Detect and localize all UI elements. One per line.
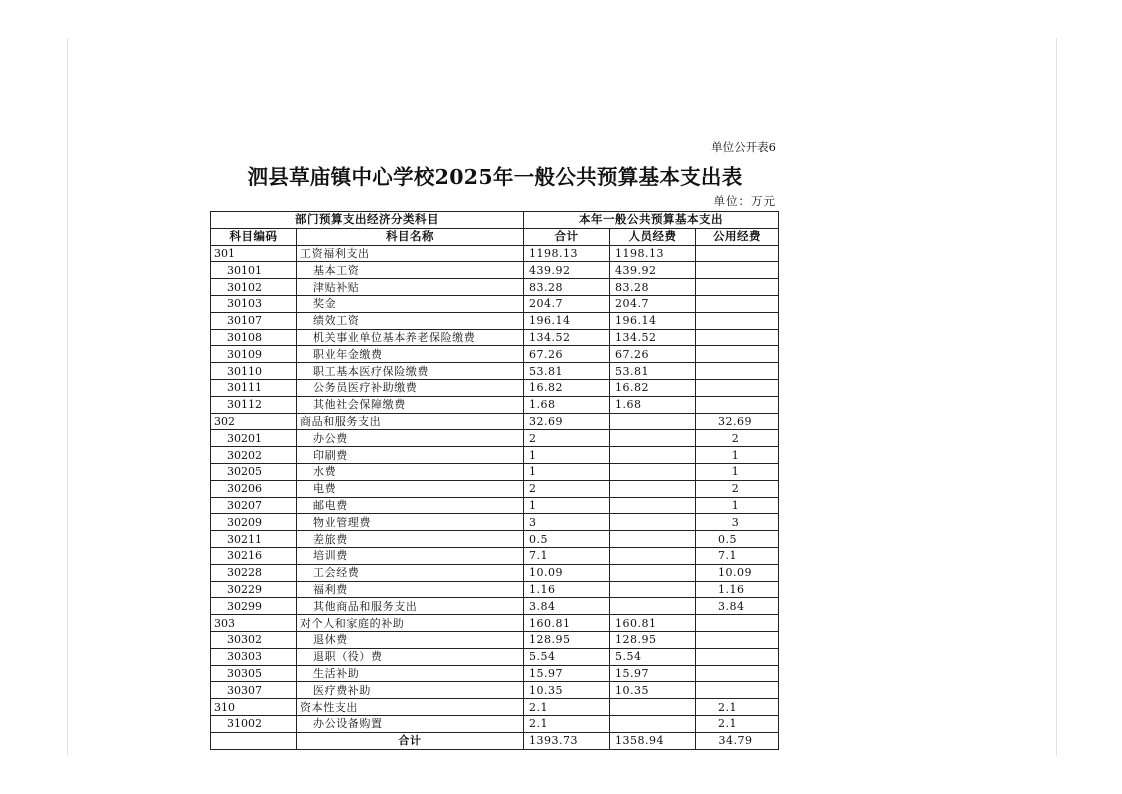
row-personnel: 16.82: [610, 379, 696, 396]
row-name: 办公费: [297, 430, 524, 447]
header-total: 合计: [524, 228, 610, 245]
page-border-left: [67, 38, 68, 756]
row-personnel: 1.68: [610, 396, 696, 413]
row-public: [696, 329, 779, 346]
row-public: 3.84: [696, 598, 779, 615]
row-total: 2.1: [524, 715, 610, 732]
table-row: [211, 514, 779, 531]
row-name: 职业年金缴费: [297, 346, 524, 363]
table-row: [211, 346, 779, 363]
row-personnel: [610, 699, 696, 716]
row-code: 302: [211, 413, 297, 430]
row-code: 30209: [211, 514, 297, 531]
row-personnel: 83.28: [610, 279, 696, 296]
row-name: 工会经费: [297, 564, 524, 581]
row-personnel: 134.52: [610, 329, 696, 346]
table-row: [211, 279, 779, 296]
row-total: 10.09: [524, 564, 610, 581]
row-personnel: [610, 598, 696, 615]
row-code: 30111: [211, 379, 297, 396]
row-total: 1.68: [524, 396, 610, 413]
row-name: 商品和服务支出: [297, 413, 524, 430]
row-personnel: 67.26: [610, 346, 696, 363]
total-public: 34.79: [696, 732, 779, 749]
row-personnel: 10.35: [610, 682, 696, 699]
row-public: [696, 631, 779, 648]
row-public: 32.69: [696, 413, 779, 430]
row-total: 2: [524, 430, 610, 447]
row-name: 机关事业单位基本养老保险缴费: [297, 329, 524, 346]
row-public: 2: [696, 480, 779, 497]
row-public: [696, 396, 779, 413]
row-name: 职工基本医疗保险缴费: [297, 363, 524, 380]
row-code: 30303: [211, 648, 297, 665]
row-code: 30107: [211, 312, 297, 329]
row-public: [696, 665, 779, 682]
row-personnel: [610, 447, 696, 464]
row-code: 30216: [211, 547, 297, 564]
row-total: 204.7: [524, 295, 610, 312]
row-personnel: [610, 413, 696, 430]
row-code: 30207: [211, 497, 297, 514]
row-code: 30108: [211, 329, 297, 346]
row-name: 奖金: [297, 295, 524, 312]
total-row: [211, 732, 779, 749]
row-personnel: 1198.13: [610, 245, 696, 262]
row-name: 邮电费: [297, 497, 524, 514]
total-sum: 1393.73: [524, 732, 610, 749]
row-total: 1: [524, 497, 610, 514]
row-public: 2: [696, 430, 779, 447]
header-group-right: 本年一般公共预算基本支出: [524, 212, 779, 229]
table-row: [211, 497, 779, 514]
row-total: 196.14: [524, 312, 610, 329]
table-row: [211, 631, 779, 648]
row-name: 资本性支出: [297, 699, 524, 716]
row-code: 30110: [211, 363, 297, 380]
row-total: 1: [524, 447, 610, 464]
row-public: 10.09: [696, 564, 779, 581]
total-label: 合计: [297, 732, 524, 749]
row-name: 对个人和家庭的补助: [297, 615, 524, 632]
row-name: 物业管理费: [297, 514, 524, 531]
row-personnel: 128.95: [610, 631, 696, 648]
page-title: 泗县草庙镇中心学校2025年一般公共预算基本支出表: [247, 165, 743, 189]
row-public: 7.1: [696, 547, 779, 564]
row-total: 160.81: [524, 615, 610, 632]
page-label: 单位公开表6: [711, 140, 776, 154]
row-personnel: [610, 514, 696, 531]
row-code: 30229: [211, 581, 297, 598]
row-total: 5.54: [524, 648, 610, 665]
row-personnel: 5.54: [610, 648, 696, 665]
table-row: [211, 665, 779, 682]
row-total: 134.52: [524, 329, 610, 346]
row-total: 1: [524, 463, 610, 480]
row-total: 128.95: [524, 631, 610, 648]
table-row: [211, 295, 779, 312]
row-total: 7.1: [524, 547, 610, 564]
row-personnel: 204.7: [610, 295, 696, 312]
table-row: [211, 329, 779, 346]
row-code: 30205: [211, 463, 297, 480]
row-name: 培训费: [297, 547, 524, 564]
header-column-row: [211, 228, 779, 245]
budget-table: [210, 211, 779, 750]
table-row: [211, 648, 779, 665]
row-name: 津贴补贴: [297, 279, 524, 296]
row-name: 电费: [297, 480, 524, 497]
table-row: [211, 463, 779, 480]
row-public: 2.1: [696, 715, 779, 732]
row-total: 3: [524, 514, 610, 531]
header-public: 公用经费: [696, 228, 779, 245]
row-name: 公务员医疗补助缴费: [297, 379, 524, 396]
row-personnel: [610, 531, 696, 548]
table-row: [211, 430, 779, 447]
row-public: 2.1: [696, 699, 779, 716]
row-public: 3: [696, 514, 779, 531]
row-total: 10.35: [524, 682, 610, 699]
table-row: [211, 715, 779, 732]
row-name: 其他社会保障缴费: [297, 396, 524, 413]
row-name: 办公设备购置: [297, 715, 524, 732]
row-personnel: [610, 547, 696, 564]
row-name: 其他商品和服务支出: [297, 598, 524, 615]
row-total: 83.28: [524, 279, 610, 296]
row-public: 0.5: [696, 531, 779, 548]
row-code: 30201: [211, 430, 297, 447]
row-total: 2.1: [524, 699, 610, 716]
row-personnel: [610, 564, 696, 581]
row-public: [696, 379, 779, 396]
row-public: 1: [696, 497, 779, 514]
row-personnel: [610, 715, 696, 732]
header-name: 科目名称: [297, 228, 524, 245]
row-code: 303: [211, 615, 297, 632]
table-row: [211, 262, 779, 279]
table-row: [211, 699, 779, 716]
row-personnel: [610, 430, 696, 447]
row-total: 3.84: [524, 598, 610, 615]
row-name: 退休费: [297, 631, 524, 648]
header-code: 科目编码: [211, 228, 297, 245]
row-code: 301: [211, 245, 297, 262]
table-row: [211, 581, 779, 598]
row-total: 67.26: [524, 346, 610, 363]
row-code: 30102: [211, 279, 297, 296]
row-total: 2: [524, 480, 610, 497]
row-personnel: 439.92: [610, 262, 696, 279]
table-row: [211, 396, 779, 413]
table-row: [211, 564, 779, 581]
row-code: 30101: [211, 262, 297, 279]
table-row: [211, 531, 779, 548]
row-name: 福利费: [297, 581, 524, 598]
row-total: 32.69: [524, 413, 610, 430]
table-row: [211, 547, 779, 564]
page-border-right: [1056, 38, 1057, 756]
row-public: [696, 682, 779, 699]
row-public: 1.16: [696, 581, 779, 598]
row-code: 30103: [211, 295, 297, 312]
table-row: [211, 615, 779, 632]
row-name: 差旅费: [297, 531, 524, 548]
row-personnel: [610, 497, 696, 514]
row-total: 53.81: [524, 363, 610, 380]
row-personnel: 196.14: [610, 312, 696, 329]
row-personnel: [610, 581, 696, 598]
row-public: [696, 279, 779, 296]
total-personnel: 1358.94: [610, 732, 696, 749]
table-row: [211, 598, 779, 615]
row-total: 1.16: [524, 581, 610, 598]
header-group-left: 部门预算支出经济分类科目: [211, 212, 524, 229]
row-public: [696, 245, 779, 262]
row-personnel: 160.81: [610, 615, 696, 632]
row-personnel: 15.97: [610, 665, 696, 682]
table-row: [211, 682, 779, 699]
row-personnel: 53.81: [610, 363, 696, 380]
row-name: 医疗费补助: [297, 682, 524, 699]
row-code: 30307: [211, 682, 297, 699]
row-personnel: [610, 480, 696, 497]
row-code: 30112: [211, 396, 297, 413]
table-row: [211, 363, 779, 380]
row-public: [696, 312, 779, 329]
row-code: 30202: [211, 447, 297, 464]
unit-label: 单位：万元: [713, 194, 776, 208]
row-code: 310: [211, 699, 297, 716]
row-code: 30228: [211, 564, 297, 581]
row-total: 16.82: [524, 379, 610, 396]
row-total: 15.97: [524, 665, 610, 682]
row-code: 30206: [211, 480, 297, 497]
row-code: 30302: [211, 631, 297, 648]
row-name: 生活补助: [297, 665, 524, 682]
row-total: 0.5: [524, 531, 610, 548]
row-code: 30109: [211, 346, 297, 363]
row-public: [696, 295, 779, 312]
row-code: 30299: [211, 598, 297, 615]
row-name: 退职（役）费: [297, 648, 524, 665]
table-row: [211, 413, 779, 430]
row-name: 水费: [297, 463, 524, 480]
row-total: 439.92: [524, 262, 610, 279]
table-row: [211, 447, 779, 464]
row-personnel: [610, 463, 696, 480]
row-name: 基本工资: [297, 262, 524, 279]
row-public: [696, 262, 779, 279]
row-total: 1198.13: [524, 245, 610, 262]
header-group-row: [211, 212, 779, 229]
table-row: [211, 245, 779, 262]
row-name: 绩效工资: [297, 312, 524, 329]
row-public: [696, 346, 779, 363]
row-public: [696, 648, 779, 665]
row-public: [696, 363, 779, 380]
table-row: [211, 312, 779, 329]
header-personnel: 人员经费: [610, 228, 696, 245]
row-public: 1: [696, 463, 779, 480]
row-public: 1: [696, 447, 779, 464]
row-public: [696, 615, 779, 632]
table-row: [211, 480, 779, 497]
total-code: [211, 732, 297, 749]
row-name: 印刷费: [297, 447, 524, 464]
table-row: [211, 379, 779, 396]
table-body: [211, 245, 779, 732]
row-code: 30211: [211, 531, 297, 548]
row-code: 30305: [211, 665, 297, 682]
row-name: 工资福利支出: [297, 245, 524, 262]
row-code: 31002: [211, 715, 297, 732]
